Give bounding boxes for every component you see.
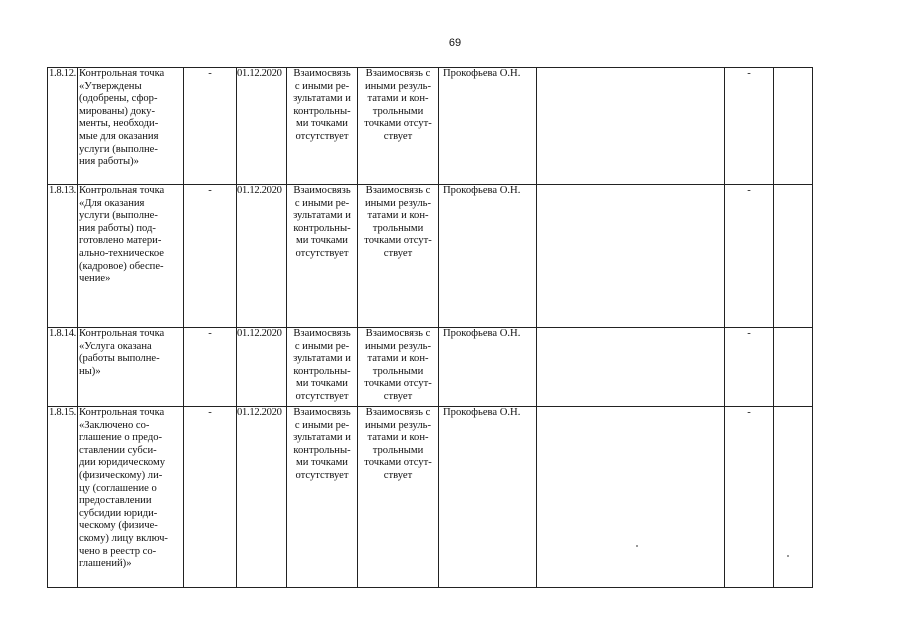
control-point-name-line: (одобрены, сфор- — [79, 93, 158, 105]
relation-points-cell-line: точками отсут- — [364, 378, 432, 390]
relation-points-cell-line: ствует — [383, 390, 413, 402]
relation-points-cell-line: татами и кон- — [367, 353, 429, 365]
relation-results-cell-line: отсутствует — [295, 247, 349, 259]
table-row — [48, 68, 813, 185]
relation-points-cell — [358, 407, 439, 588]
control-point-name-line: глашений)» — [79, 558, 132, 570]
control-point-name-line: Контрольная точка — [79, 68, 165, 79]
control-point-name-line: мированы) доку- — [79, 105, 156, 117]
control-point-name-line: ны)» — [79, 365, 101, 377]
relation-points-cell-line: ствует — [383, 130, 413, 142]
control-point-name — [78, 68, 184, 185]
empty-cell — [774, 328, 813, 407]
control-point-name-line: (работы выполне- — [79, 353, 160, 365]
relation-points-cell-line: Взаимосвязь с — [365, 185, 431, 196]
control-point-name-line: чение» — [79, 273, 111, 285]
responsible-cell: Прокофьева О.Н. — [439, 407, 537, 588]
control-point-name-line: предоставлении — [79, 495, 152, 507]
empty-cell — [537, 328, 725, 407]
relation-points-cell-line: татами и кон- — [367, 93, 429, 105]
relation-points-cell-line: ствует — [383, 247, 413, 259]
relation-results-cell-line: ми точками — [296, 235, 348, 247]
relation-points-cell-line: трольными — [372, 365, 424, 377]
control-point-name-line: Контрольная точка — [79, 407, 165, 418]
end-date-cell: 01.12.2020 — [237, 328, 287, 407]
start-date-cell: - — [184, 68, 237, 185]
relation-points-cell-line: иными резуль- — [364, 419, 432, 431]
start-date-cell: - — [184, 328, 237, 407]
relation-points-cell-line: Взаимосвязь с — [365, 68, 431, 79]
control-point-name-line: ния работы)» — [79, 156, 139, 168]
end-date-cell: 01.12.2020 — [237, 185, 287, 328]
control-point-name-line: «Заключено со- — [79, 419, 150, 431]
mark-cell: - — [725, 68, 774, 185]
control-point-name-line: мые для оказания — [79, 130, 159, 142]
empty-cell — [537, 68, 725, 185]
table-row — [48, 407, 813, 588]
relation-results-cell-line: контрольны- — [293, 444, 351, 456]
control-point-name-line: чено в реестр со- — [79, 545, 157, 557]
relation-results-cell-line: зультатами и — [293, 210, 351, 222]
responsible-cell: Прокофьева О.Н. — [439, 68, 537, 185]
scan-speck — [636, 545, 638, 547]
control-point-name-line: Контрольная точка — [79, 185, 165, 196]
relation-results-cell-line: с иными ре- — [294, 419, 350, 431]
control-point-name — [78, 185, 184, 328]
relation-points-cell-line: точками отсут- — [364, 457, 432, 469]
control-point-name-line: цу (соглашение о — [79, 482, 157, 494]
relation-results-cell-line: контрольны- — [293, 105, 351, 117]
start-date-cell: - — [184, 185, 237, 328]
relation-results-cell-line: ми точками — [296, 118, 348, 130]
empty-cell — [537, 185, 725, 328]
relation-points-cell-line: трольными — [372, 105, 424, 117]
control-point-name-line: дии юридическому — [79, 457, 166, 469]
relation-results-cell-line: Взаимосвязь — [293, 328, 351, 339]
row-number: 1.8.14. — [48, 328, 78, 407]
relation-points-cell — [358, 68, 439, 185]
row-number: 1.8.15. — [48, 407, 78, 588]
control-point-name-line: ческому (физиче- — [79, 520, 158, 532]
control-point-name-line: «Утверждены — [79, 80, 142, 92]
control-point-name — [78, 407, 184, 588]
relation-results-cell-line: контрольны- — [293, 365, 351, 377]
control-point-name-line: скому) лицу включ- — [79, 532, 168, 544]
empty-cell — [537, 407, 725, 588]
relation-results-cell-line: отсутствует — [295, 469, 349, 481]
control-point-name-line: «Для оказания — [79, 197, 145, 209]
responsible-cell: Прокофьева О.Н. — [439, 328, 537, 407]
relation-points-cell-line: трольными — [372, 444, 424, 456]
control-points-table — [47, 67, 813, 588]
relation-points-cell-line: Взаимосвязь с — [365, 407, 431, 418]
row-number: 1.8.12. — [48, 68, 78, 185]
empty-cell — [774, 68, 813, 185]
end-date-cell: 01.12.2020 — [237, 68, 287, 185]
row-number: 1.8.13. — [48, 185, 78, 328]
relation-results-cell-line: зультатами и — [293, 432, 351, 444]
relation-results-cell-line: зультатами и — [293, 93, 351, 105]
control-point-name-line: субсидии юриди- — [79, 507, 158, 519]
relation-points-cell — [358, 328, 439, 407]
empty-cell — [774, 407, 813, 588]
control-point-name-line: глашение о предо- — [79, 432, 163, 444]
relation-results-cell — [287, 68, 358, 185]
relation-results-cell-line: отсутствует — [295, 130, 349, 142]
scan-speck — [787, 555, 789, 557]
relation-points-cell-line: иными резуль- — [364, 197, 432, 209]
control-point-name — [78, 328, 184, 407]
relation-points-cell-line: точками отсут- — [364, 118, 432, 130]
relation-results-cell-line: контрольны- — [293, 222, 351, 234]
control-point-name-line: готовлено матери- — [79, 235, 162, 247]
relation-results-cell-line: с иными ре- — [294, 197, 350, 209]
control-point-name-line: менты, необходи- — [79, 118, 159, 130]
mark-cell: - — [725, 407, 774, 588]
mark-cell: - — [725, 328, 774, 407]
mark-cell: - — [725, 185, 774, 328]
relation-points-cell — [358, 185, 439, 328]
control-point-name-line: услуги (выполне- — [79, 210, 158, 222]
relation-results-cell-line: Взаимосвязь — [293, 185, 351, 196]
control-point-name-line: ально-техническое — [79, 247, 164, 259]
control-point-name-line: ставлении субси- — [79, 444, 157, 456]
page-number: 69 — [448, 37, 462, 49]
relation-results-cell — [287, 328, 358, 407]
control-point-name-line: услуги (выполне- — [79, 143, 158, 155]
relation-points-cell-line: иными резуль- — [364, 80, 432, 92]
control-point-name-line: «Услуга оказана — [79, 340, 152, 352]
relation-results-cell — [287, 185, 358, 328]
relation-results-cell-line: Взаимосвязь — [293, 407, 351, 418]
end-date-cell: 01.12.2020 — [237, 407, 287, 588]
relation-results-cell-line: ми точками — [296, 378, 348, 390]
relation-points-cell-line: татами и кон- — [367, 432, 429, 444]
relation-points-cell-line: татами и кон- — [367, 210, 429, 222]
relation-results-cell-line: отсутствует — [295, 390, 349, 402]
relation-results-cell-line: Взаимосвязь — [293, 68, 351, 79]
relation-points-cell-line: иными резуль- — [364, 340, 432, 352]
relation-results-cell-line: ми точками — [296, 457, 348, 469]
table-row — [48, 185, 813, 328]
relation-points-cell-line: Взаимосвязь с — [365, 328, 431, 339]
table-row — [48, 328, 813, 407]
relation-results-cell-line: зультатами и — [293, 353, 351, 365]
relation-results-cell — [287, 407, 358, 588]
control-point-name-line: ния работы) под- — [79, 222, 156, 234]
control-point-name-line: (кадровое) обеспе- — [79, 260, 164, 272]
relation-points-cell-line: точками отсут- — [364, 235, 432, 247]
relation-points-cell-line: трольными — [372, 222, 424, 234]
relation-points-cell-line: ствует — [383, 469, 413, 481]
control-point-name-line: (физическому) ли- — [79, 469, 163, 481]
relation-results-cell-line: с иными ре- — [294, 80, 350, 92]
responsible-cell: Прокофьева О.Н. — [439, 185, 537, 328]
start-date-cell: - — [184, 407, 237, 588]
relation-results-cell-line: с иными ре- — [294, 340, 350, 352]
control-point-name-line: Контрольная точка — [79, 328, 165, 339]
table-body — [48, 68, 813, 588]
empty-cell — [774, 185, 813, 328]
